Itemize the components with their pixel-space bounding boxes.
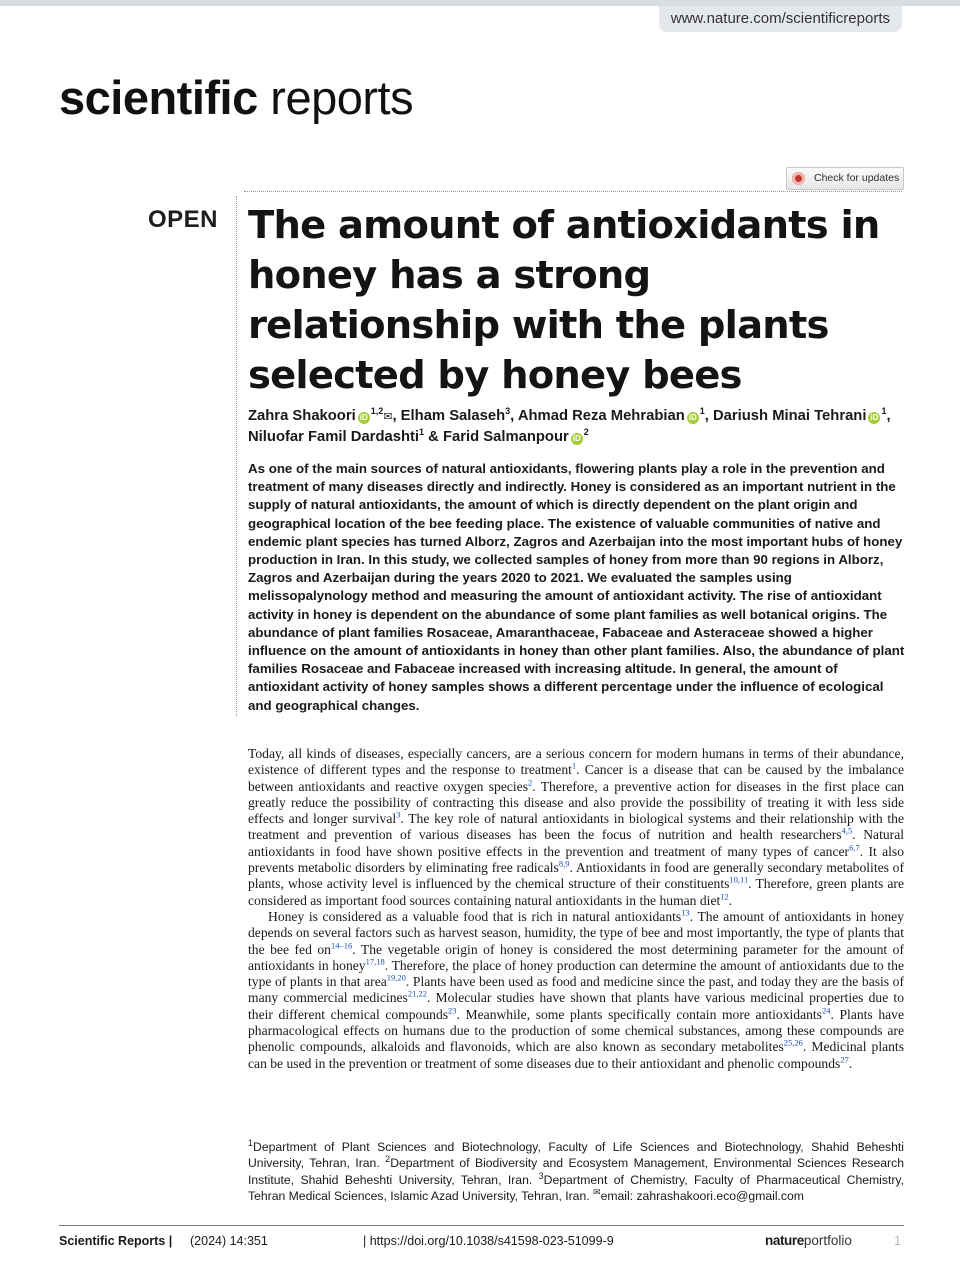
orcid-icon[interactable]: iD (688, 413, 697, 422)
author-name[interactable]: Zahra Shakoori (248, 408, 356, 424)
paragraph-text: . (848, 1055, 853, 1071)
dotted-vertical-rule (236, 196, 237, 716)
corresponding-email[interactable]: email: zahrashakoori.eco@gmail.com (600, 1188, 804, 1203)
affiliations (248, 1139, 904, 1204)
crossmark-icon (792, 172, 805, 185)
paragraph-text: . Meanwhile, some plants specifically contain more antioxidants (456, 1006, 822, 1022)
author-affiliation-ref: 1 (699, 406, 705, 417)
author-affiliation-ref: 1 (881, 406, 887, 417)
reference-link[interactable]: 10,11 (729, 874, 749, 885)
reference-link[interactable]: 3 (396, 809, 401, 820)
author-affiliation-ref: 1 (419, 427, 425, 438)
reference-link[interactable]: 24 (821, 1005, 831, 1016)
paragraph-text: . The vegetable origin of honey is considered the most determining parameter for the amount of antioxidants in honey (248, 941, 904, 973)
reference-link[interactable]: 21,22 (407, 988, 427, 999)
footer-divider (59, 1225, 904, 1226)
journal-logo-light: reports (257, 71, 414, 124)
author-list (248, 406, 908, 447)
dotted-divider (244, 191, 902, 192)
affiliation-text: Department of Plant Sciences and Biotechnology, Faculty of Life Sciences and Biotechnology, Shahid Beheshti University, Tehran, Iran. (248, 1140, 904, 1171)
affiliation-text: Department of Biodiversity and Ecosystem Management, Environmental Sciences Research Institute, Shahid Beheshti University, Tehran, Iran. (248, 1156, 904, 1187)
affiliation-text: Department of Chemistry, Faculty of Pharmaceutical Chemistry, Tehran Medical Sciences, Islamic Azad University, Tehran, Iran. (248, 1172, 904, 1203)
author-separator: , (886, 408, 891, 424)
paragraph-text: . Cancer is a disease that can be caused by the imbalance between antioxidants and reactive oxygen species (248, 762, 905, 794)
envelope-icon[interactable]: ✉ (383, 411, 393, 423)
paragraph-text: . Antioxidants in food are generally secondary metabolites of plants, whose activity level is influenced by the chemical structure of their constituents (248, 860, 904, 892)
paragraph-text: . It also prevents metabolic disorders by eliminating free radicals (248, 843, 904, 876)
paragraph-text: . Therefore, the place of honey production can determine the amount of antioxidants due to the type of plants in that area (248, 957, 904, 990)
affiliation-number: 1 (248, 1137, 254, 1148)
publisher-logo-light: portfolio (803, 1233, 852, 1248)
footer-journal: Scientific Reports | (59, 1234, 173, 1248)
reference-link[interactable]: 8,9 (558, 858, 570, 869)
reference-link[interactable]: 1 (571, 760, 577, 771)
reference-link[interactable]: 27 (840, 1054, 849, 1065)
paragraph-2 (248, 909, 904, 1072)
paragraph-text: . The key role of natural antioxidants in biological systems and their relationship with the treatment and prevention of various diseases has been the focus of nutrition and health researchers (248, 811, 904, 843)
author-name[interactable]: , Dariush Minai Tehrani (704, 408, 867, 424)
check-for-updates-label: Check for updates (814, 172, 900, 184)
affiliation-number: 3 (538, 1170, 544, 1181)
journal-logo-bold: scientific (59, 71, 258, 124)
paragraph-text: . Plants have been used as food and medicine since the past, and today they are the basis of many commercial medicines (248, 974, 905, 1006)
author-name[interactable]: , Ahmad Reza Mehrabian (510, 408, 685, 424)
author-name[interactable]: , Elham Salaseh (392, 408, 506, 424)
check-for-updates-button[interactable] (786, 167, 904, 190)
reference-link[interactable]: 25,26 (783, 1037, 803, 1048)
body-text (248, 746, 904, 1072)
paragraph-text: Honey is considered as a valuable food that is rich in natural antioxidants (268, 908, 682, 924)
envelope-icon: ✉ (593, 1186, 601, 1197)
reference-link[interactable]: 14–16 (330, 940, 353, 951)
paragraph-text: Today, all kinds of diseases, especially cancers, are a serious concern for modern humans in terms of their abundance, existence of different types and the response to treatment (248, 746, 904, 778)
journal-logo[interactable] (59, 70, 413, 126)
paragraph-text: . Plants have pharmacological effects on humans due to the production of some chemical substances, among these compounds are phenolic compounds, alkaloids and flavonoids, which are also known as secondary metabolites (248, 1006, 904, 1055)
abstract: As one of the main sources of natural antioxidants, flowering plants play a role in the prevention and treatment of many diseases directly and indirectly. Honey is considered as an important nutrient in the supply of natural antioxidants, the amount of which is directly dependent on the plant origin and geographical location of the bee feeding place. The existence of valuable communities of native and endemic plant species has turned Alborz, Zagros and Azerbaijan into the most important hubs of honey production in Iran. In this study, we collected samples of honey from more than 90 regions in Alborz, Zagros and Azerbaijan during the years 2020 to 2021. We evaluated the samples using melissopalynology method and measuring the amount of antioxidant activity. The rise of antioxidant activity in honey is dependent on the abundance of some plant families as well botanical origins. The abundance of plant families Rosaceae, Amaranthaceae, Fabaceae and Asteraceae showed a higher influence on the amount of antioxidants in honey than other plant families. Also, the abundance of plant families Rosaceae and Fabaceae increased with increasing altitude. In general, the amount of antioxidant activity of honey samples shows a different percentage under the influence of ecological and geographical changes. (248, 461, 905, 713)
author-name[interactable]: & Farid Salmanpour (424, 429, 569, 445)
reference-link[interactable]: 17,18 (365, 956, 385, 967)
footer-doi-link[interactable]: | https://doi.org/10.1038/s41598-023-51099-9 (363, 1234, 614, 1248)
author-affiliation-ref: 3 (505, 406, 511, 417)
paragraph-text: . (728, 892, 733, 908)
reference-link[interactable]: 13 (681, 907, 690, 918)
affiliation-number: 2 (385, 1154, 391, 1165)
open-access-badge: OPEN (148, 206, 219, 233)
paragraph-1 (248, 746, 904, 909)
footer-citation: (2024) 14:351 (190, 1234, 268, 1248)
journal-url[interactable]: www.nature.com/scientificreports (659, 6, 902, 32)
author-affiliation-ref: 1,2 (370, 406, 384, 417)
paragraph-text: . Therefore, green plants are considered as important food sources containing natural antioxidants in the human diet (248, 876, 904, 908)
reference-link[interactable]: 19,20 (386, 972, 406, 983)
publisher-logo-bold: nature (765, 1233, 804, 1248)
author-affiliation-ref: 2 (583, 427, 589, 438)
page-number: 1 (894, 1234, 901, 1248)
reference-link[interactable]: 4,5 (841, 825, 853, 836)
paragraph-text: . Molecular studies have shown that plants have various medicinal properties due to their different chemical compounds (248, 990, 904, 1022)
reference-link[interactable]: 6,7 (849, 842, 860, 853)
orcid-icon[interactable]: iD (870, 413, 879, 422)
paragraph-text: . Therefore, a preventive action for diseases in the first place can greatly reduce the possibility of contracting this disease and also provide the possibility of treating it with less side effects and longer survival (248, 778, 904, 827)
orcid-icon[interactable]: iD (572, 434, 581, 443)
reference-link[interactable]: 23 (448, 1005, 457, 1016)
orcid-icon[interactable]: iD (359, 413, 368, 422)
author-name[interactable]: Niluofar Famil Dardashti (248, 429, 420, 445)
paragraph-text: . The amount of antioxidants in honey depends on several factors such as harvest season, humidity, the type of bee and most importantly, the type of plants that the bee fed on (248, 908, 904, 957)
paragraph-text: . Natural antioxidants in food have shown positive effects in the prevention and treatment of many types of cancer (248, 827, 904, 859)
reference-link[interactable]: 2 (528, 777, 533, 788)
publisher-logo (765, 1232, 852, 1250)
article-title: The amount of antioxidants in honey has a strong relationship with the plants selected by honey bees (248, 203, 880, 398)
paragraph-text: . Medicinal plants can be used in the prevention or treatment of some diseases due to their antioxidant and phenolic compounds (248, 1039, 904, 1071)
reference-link[interactable]: 12 (720, 891, 729, 902)
